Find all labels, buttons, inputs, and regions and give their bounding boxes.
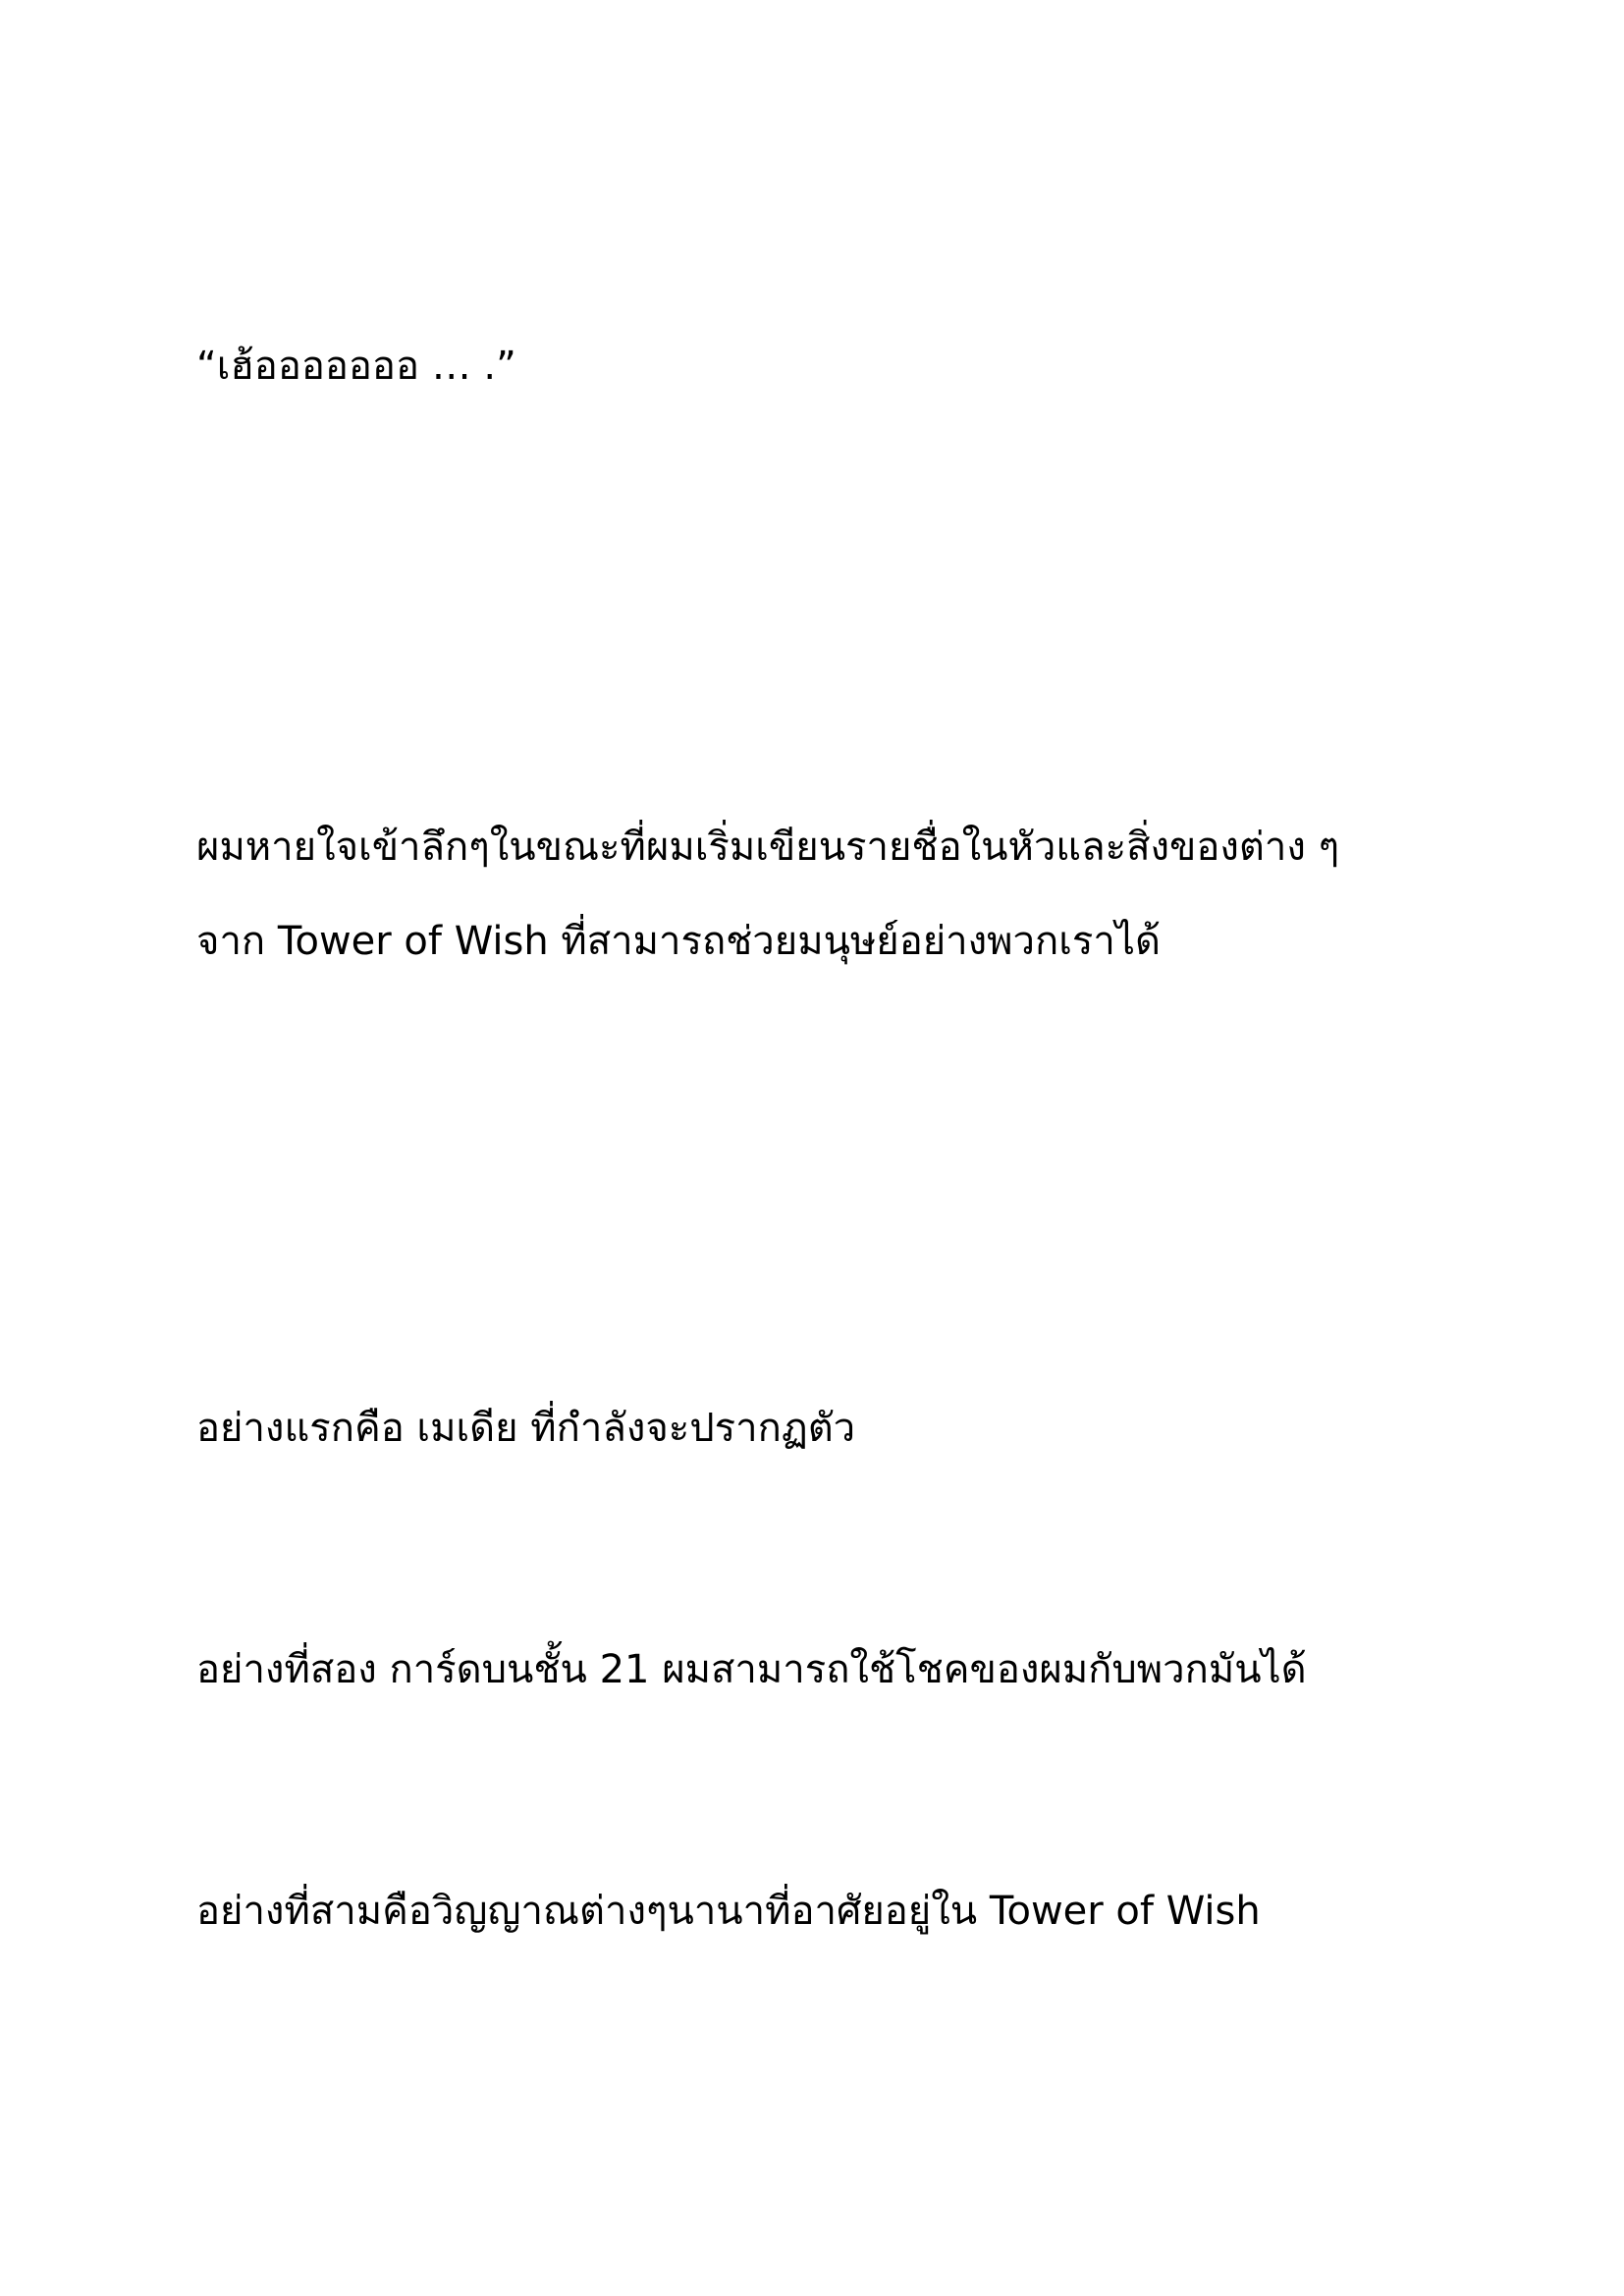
paragraph-sigh (196, 319, 516, 413)
paragraph-second-item (196, 1623, 1307, 1717)
text-line: “เฮ้อออออออ … .” (196, 344, 516, 389)
text-line: ผมหายใจเข้าลึกๆในขณะที่ผมเริ่มเขียนรายชื่อในหัวและสิ่งของต่าง ๆ (196, 825, 1340, 870)
paragraph-deep-breath (196, 800, 1339, 988)
text-line: อย่างที่สอง การ์ดบนชั้น 21 ผมสามารถใช้โชคของผมกับพวกมันได้ (196, 1647, 1307, 1692)
text-line: จาก Tower of Wish ที่สามารถช่วยมนุษย์อย่างพวกเราได้ (196, 919, 1161, 964)
paragraph-third-item (196, 1864, 1261, 1958)
text-line: อย่างที่สามคือวิญญาณต่างๆนานาที่อาศัยอยู่ใน Tower of Wish (196, 1889, 1261, 1934)
paragraph-first-item (196, 1381, 855, 1475)
text-line: อย่างแรกคือ เมเดีย ที่กำลังจะปรากฏตัว (196, 1406, 856, 1451)
